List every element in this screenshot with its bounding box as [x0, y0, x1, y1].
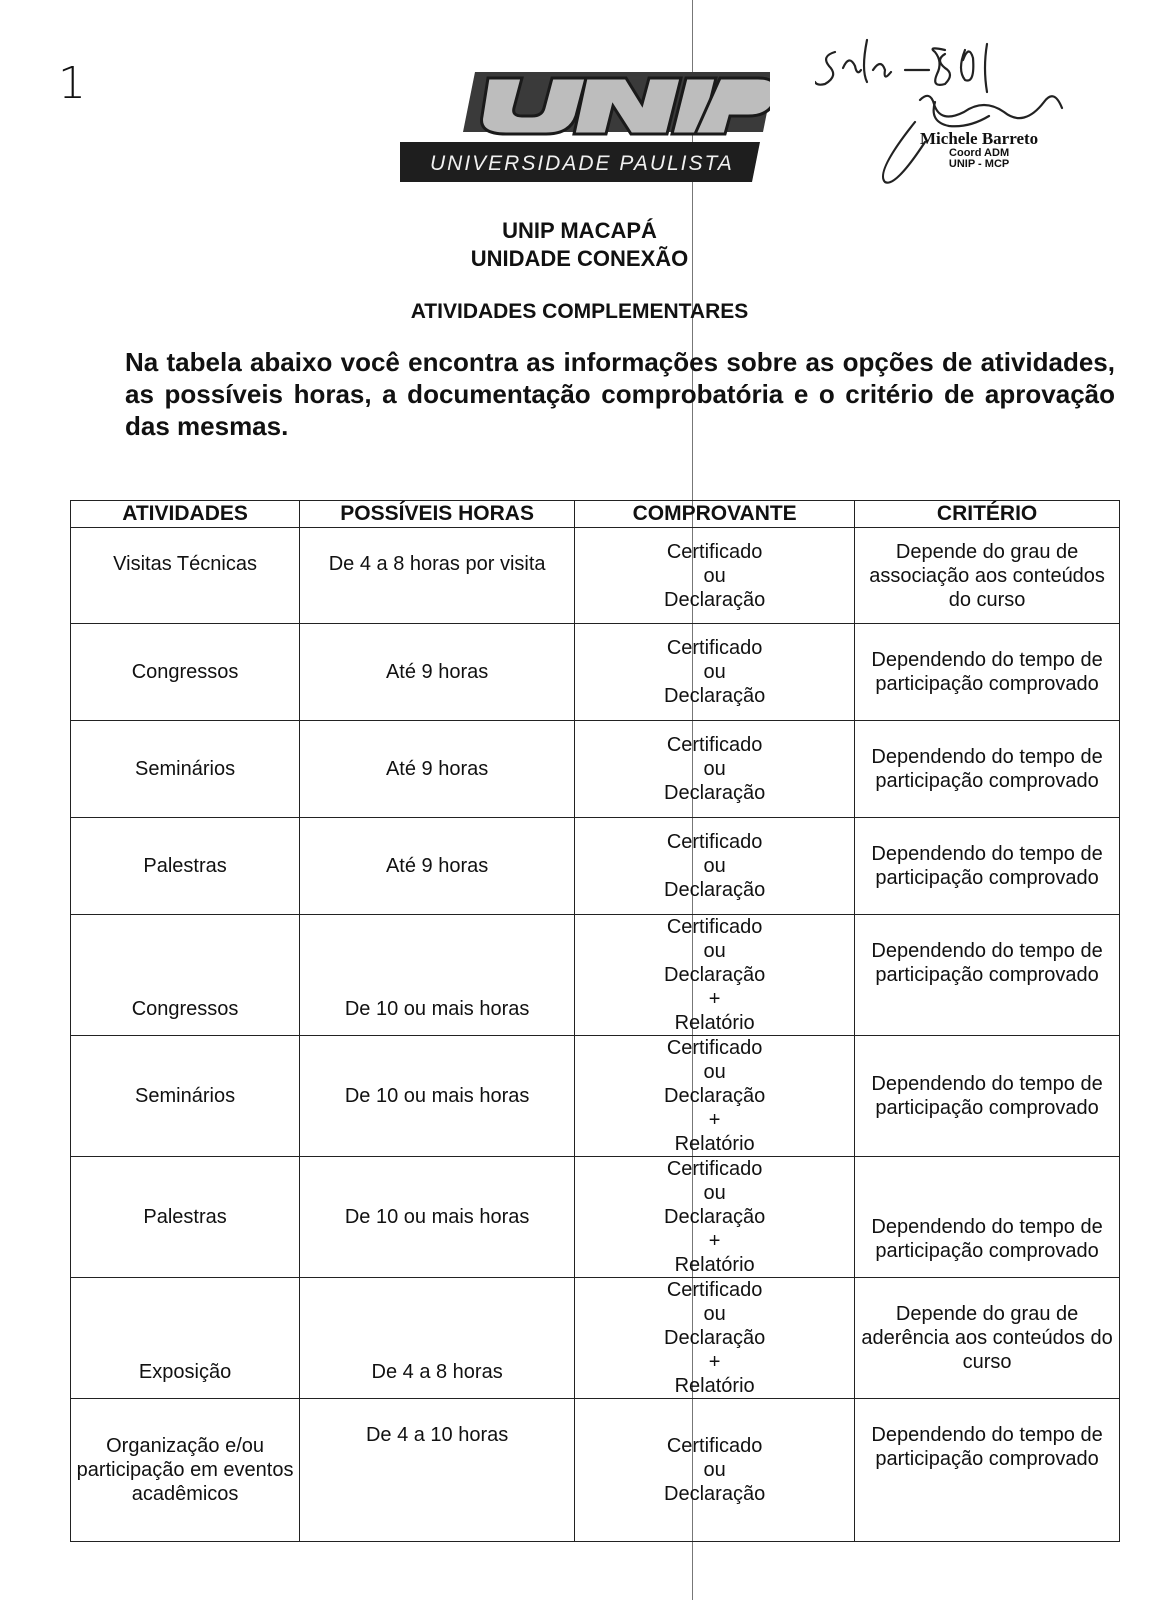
activity-cell: Palestras	[71, 1157, 300, 1278]
intro-paragraph: Na tabela abaixo você encontra as informações sobre as opções de atividades, as possíveis horas, a documentação comprobatória e o critério de aprovação das mesmas.	[125, 347, 1115, 441]
proof-line: Declaração	[664, 685, 766, 707]
proof-line: ou	[703, 758, 726, 780]
proof-line: Declaração	[664, 782, 766, 804]
proof-cell	[575, 818, 855, 915]
proof-line: Certificado	[666, 1435, 763, 1457]
proof-cell	[575, 1157, 855, 1278]
proof-line: ou	[703, 855, 726, 877]
proof-line: Certificado	[666, 1037, 763, 1059]
criterion-cell: Dependendo do tempo de participação comprovado	[855, 624, 1120, 721]
table-row	[71, 721, 1120, 818]
proof-line: Relatório	[674, 1133, 755, 1155]
table-row	[71, 818, 1120, 915]
proof-line: Certificado	[666, 916, 763, 938]
proof-line: Declaração	[664, 1085, 766, 1107]
proof-line: Declaração	[664, 1483, 766, 1505]
table-row	[71, 624, 1120, 721]
institution-title: UNIP MACAPÁ	[502, 218, 657, 243]
criterion-cell: Depende do grau de aderência aos conteúdos do curso	[855, 1278, 1120, 1399]
stamp-role: Coord ADM	[949, 146, 1010, 159]
table-row	[71, 915, 1120, 1036]
proof-line: Declaração	[664, 879, 766, 901]
header-possiveis-horas: POSSÍVEIS HORAS	[300, 501, 575, 528]
proof-line: Certificado	[666, 734, 763, 756]
criterion-cell: Dependendo do tempo de participação comprovado	[855, 1036, 1120, 1157]
proof-line: +	[708, 1109, 721, 1131]
coordination-stamp	[920, 130, 1038, 171]
hours-cell: De 4 a 8 horas	[300, 1278, 575, 1399]
table-row	[71, 1157, 1120, 1278]
proof-cell	[575, 1278, 855, 1399]
proof-line: Relatório	[674, 1254, 755, 1276]
criterion-cell: Dependendo do tempo de participação comprovado	[855, 721, 1120, 818]
stamp-name: Michele Barreto	[920, 129, 1039, 148]
proof-cell	[575, 1399, 855, 1542]
proof-line: ou	[703, 661, 726, 683]
activity-cell: Organização e/ou participação em eventos acadêmicos	[71, 1399, 300, 1542]
proof-line: +	[708, 988, 721, 1010]
criterion-cell: Depende do grau de associação aos conteúdos do curso	[855, 528, 1120, 624]
hours-cell: De 10 ou mais horas	[300, 915, 575, 1036]
table-row	[71, 1278, 1120, 1399]
proof-cell	[575, 528, 855, 624]
proof-line: ou	[703, 1182, 726, 1204]
proof-cell	[575, 915, 855, 1036]
proof-line: +	[708, 1230, 721, 1252]
proof-line: Declaração	[664, 964, 766, 986]
activity-cell: Seminários	[71, 1036, 300, 1157]
header-atividades: ATIVIDADES	[71, 501, 300, 528]
proof-line: Relatório	[674, 1012, 755, 1034]
criterion-cell: Dependendo do tempo de participação comprovado	[855, 1399, 1120, 1542]
unip-logo	[400, 60, 770, 195]
criterion-cell: Dependendo do tempo de participação comprovado	[855, 915, 1120, 1036]
header-comprovante: COMPROVANTE	[575, 501, 855, 528]
unit-title: UNIDADE CONEXÃO	[470, 246, 689, 271]
proof-line: Declaração	[664, 588, 766, 611]
table-row	[71, 1036, 1120, 1157]
hours-cell: Até 9 horas	[300, 818, 575, 915]
hours-cell: De 10 ou mais horas	[300, 1157, 575, 1278]
proof-line: Certificado	[666, 1158, 763, 1180]
logo-tagline: UNIVERSIDADE PAULISTA	[430, 152, 734, 175]
proof-line: Certificado	[666, 540, 763, 563]
activity-cell: Palestras	[71, 818, 300, 915]
criterion-cell: Dependendo do tempo de participação comprovado	[855, 1157, 1120, 1278]
table-row	[71, 1399, 1120, 1542]
activity-cell: Exposição	[71, 1278, 300, 1399]
proof-line: +	[708, 1351, 721, 1373]
hours-cell: De 4 a 10 horas	[300, 1399, 575, 1542]
proof-line: ou	[703, 564, 726, 587]
table-row	[71, 528, 1120, 624]
activity-cell: Seminários	[71, 721, 300, 818]
proof-line: Declaração	[664, 1327, 766, 1349]
handwritten-page-number: 1	[58, 58, 86, 109]
document-title: ATIVIDADES COMPLEMENTARES	[410, 300, 749, 323]
activity-cell: Visitas Técnicas	[71, 528, 300, 624]
activity-cell: Congressos	[71, 915, 300, 1036]
hours-cell: De 10 ou mais horas	[300, 1036, 575, 1157]
table-header-row	[71, 501, 1120, 528]
activity-cell: Congressos	[71, 624, 300, 721]
proof-line: ou	[703, 940, 726, 962]
proof-line: Declaração	[664, 1206, 766, 1228]
hours-cell: Até 9 horas	[300, 624, 575, 721]
proof-line: Certificado	[666, 637, 763, 659]
header-criterio: CRITÉRIO	[855, 501, 1120, 528]
proof-line: ou	[703, 1061, 726, 1083]
criterion-cell: Dependendo do tempo de participação comprovado	[855, 818, 1120, 915]
hours-cell: De 4 a 8 horas por visita	[300, 528, 575, 624]
proof-line: Certificado	[666, 1279, 763, 1301]
activities-table	[70, 500, 1120, 1542]
hours-cell: Até 9 horas	[300, 721, 575, 818]
proof-cell	[575, 624, 855, 721]
proof-cell	[575, 1036, 855, 1157]
stamp-unit: UNIP - MCP	[948, 158, 1010, 171]
proof-line: ou	[703, 1303, 726, 1325]
proof-cell	[575, 721, 855, 818]
proof-line: ou	[703, 1459, 726, 1481]
proof-line: Relatório	[674, 1375, 755, 1397]
proof-line: Certificado	[666, 831, 763, 853]
